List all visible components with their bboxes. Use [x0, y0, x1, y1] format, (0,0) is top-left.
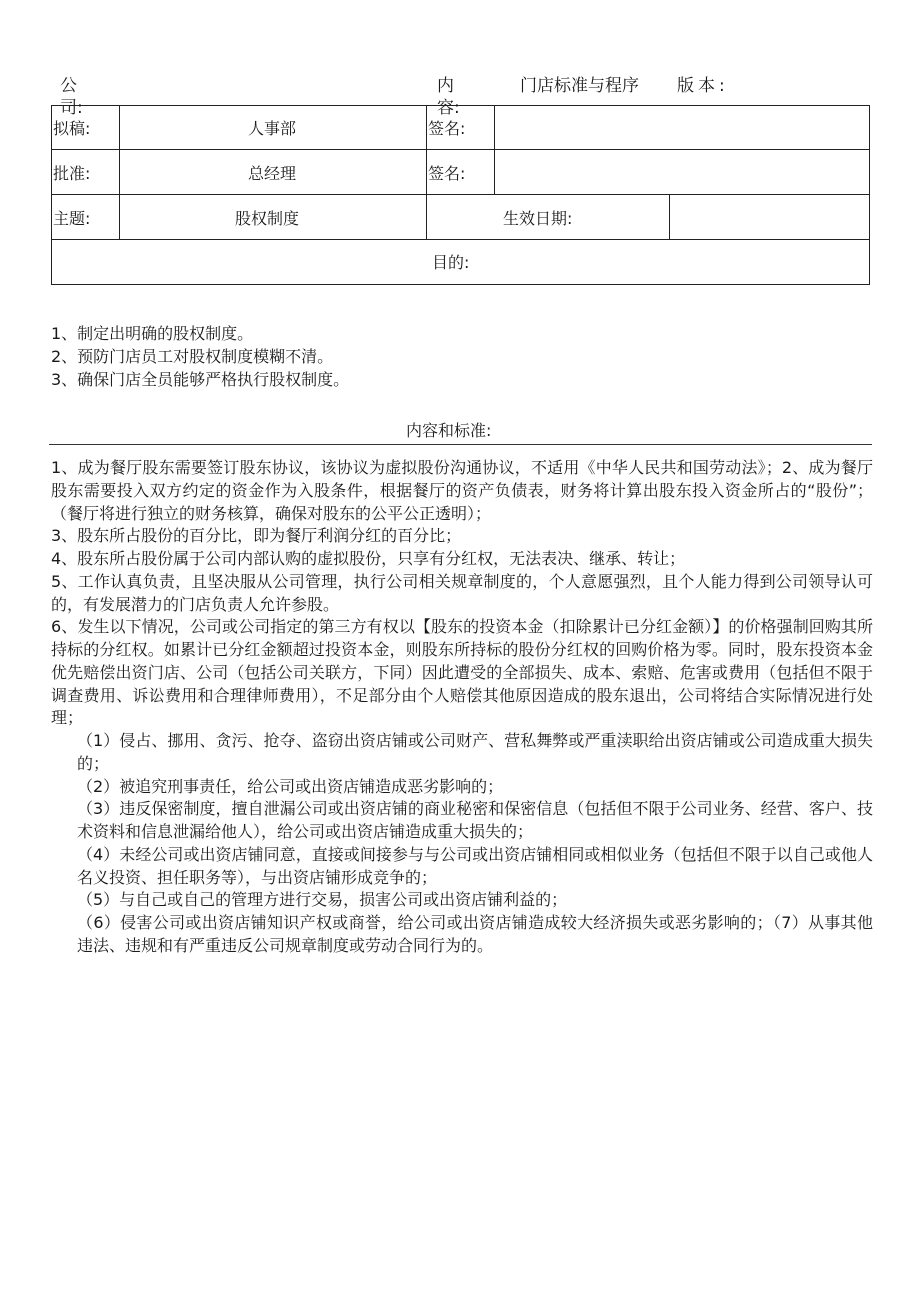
subject-value: 股权制度 — [235, 209, 300, 228]
content-paragraph: 3、股东所占股份的百分比，即为餐厅利润分红的百分比； — [51, 526, 462, 546]
section-title: 内容和标准: — [406, 421, 492, 440]
effective-label-cell — [426, 195, 669, 240]
content-paragraph: 6、发生以下情况，公司或公司指定的第三方有权以【股东的投资本金（扣除累计已分红金额）】的价格强制回购其所持标的分红权。如累计已分红金额超过投资本金，则股东所持标的股份分红权的回购价格为零。同时，股东投资本金优先赔偿出资门店、公司（包括公司关联方，下同）因此遭受的全部损失、成本、索赔、危害或费用（包括但不限于调查费用、诉讼费用和合理律师费用），不足部分由个人赔偿其他原因造成的股东退出，公司将结合实际情况进行处理； — [51, 617, 873, 728]
draft-value-cell — [119, 106, 426, 150]
subject-label: 主题: — [53, 209, 91, 228]
sign-field-1[interactable] — [494, 106, 869, 150]
sub-item: （5）与自己或自己的管理方进行交易，损害公司或出资店铺利益的； — [77, 890, 568, 910]
sub-item: （6）侵害公司或出资店铺知识产权或商誉，给公司或出资店铺造成较大经济损失或恶劣影响的；（7）从事其他违法、违规和有严重违反公司规章制度或劳动合同行为的。 — [77, 913, 873, 955]
sub-item: （3）违反保密制度，擅自泄漏公司或出资店铺的商业秘密和保密信息（包括但不限于公司业务、经营、客户、技术资料和信息泄漏给他人），给公司或出资店铺造成重大损失的； — [77, 799, 873, 841]
purpose-item: 1、制定出明确的股权制度。 — [51, 324, 254, 343]
effective-date-field[interactable] — [669, 195, 869, 240]
approve-label: 批准: — [53, 164, 91, 183]
approve-row — [51, 149, 870, 195]
purpose-list — [51, 322, 873, 391]
sub-item: （1）侵占、挪用、贪污、抢夺、盗窃出资店铺或公司财产、营私舞弊或严重渎职给出资店铺或公司造成重大损失的； — [77, 731, 873, 773]
form-table — [51, 105, 870, 285]
content-paragraph: 1、成为餐厅股东需要签订股东协议，该协议为虚拟股份沟通协议，不适用《中华人民共和国劳动法》；2、成为餐厅股东需要投入双方约定的资金作为入股条件，根据餐厅的资产负债表，财务将计算出股东投入资金所占的“股份”；（餐厅将进行独立的财务核算，确保对股东的公平公正透明）； — [51, 458, 873, 523]
content-body — [51, 457, 873, 958]
sign-label-1: 签名: — [428, 119, 466, 138]
content-paragraph: 5、工作认真负责，且坚决服从公司管理，执行公司相关规章制度的，个人意愿强烈，且个人能力得到公司领导认可的，有发展潜力的门店负责人允许参股。 — [51, 571, 873, 614]
purpose-label: 目的: — [432, 253, 470, 272]
subject-value-cell — [119, 195, 426, 240]
draft-label: 拟稿: — [53, 119, 91, 138]
company-label: 公司: — [60, 76, 83, 118]
sign-label-2: 签名: — [428, 164, 466, 183]
purpose-item: 3、确保门店全员能够严格执行股权制度。 — [51, 370, 350, 389]
content-paragraph: 4、股东所占股份属于公司内部认购的虚拟股份，只享有分红权，无法表决、继承、转让； — [51, 549, 686, 568]
version-label: 版本: — [677, 76, 729, 96]
approve-value-cell — [119, 150, 426, 195]
draft-value: 人事部 — [248, 119, 297, 138]
effective-date-label: 生效日期: — [503, 209, 573, 228]
content-value: 门店标准与程序 — [520, 76, 639, 96]
sign-field-2[interactable] — [494, 150, 869, 195]
content-label: 内容: — [437, 76, 460, 118]
purpose-item: 2、预防门店员工对股权制度模糊不清。 — [51, 347, 334, 366]
sub-item: （2）被追究刑事责任，给公司或出资店铺造成恶劣影响的； — [77, 776, 504, 796]
sign-label-cell-1 — [426, 106, 494, 150]
sub-item: （4）未经公司或出资店铺同意，直接或间接参与与公司或出资店铺相同或相似业务（包括但不限于以自己或他人名义投资、担任职务等），与出资店铺形成竞争的； — [77, 844, 873, 887]
section-divider — [49, 444, 872, 445]
draft-row — [51, 105, 870, 150]
subject-row — [51, 194, 870, 240]
sign-label-cell-2 — [426, 150, 494, 195]
purpose-row — [51, 239, 870, 285]
approve-value: 总经理 — [248, 164, 297, 183]
